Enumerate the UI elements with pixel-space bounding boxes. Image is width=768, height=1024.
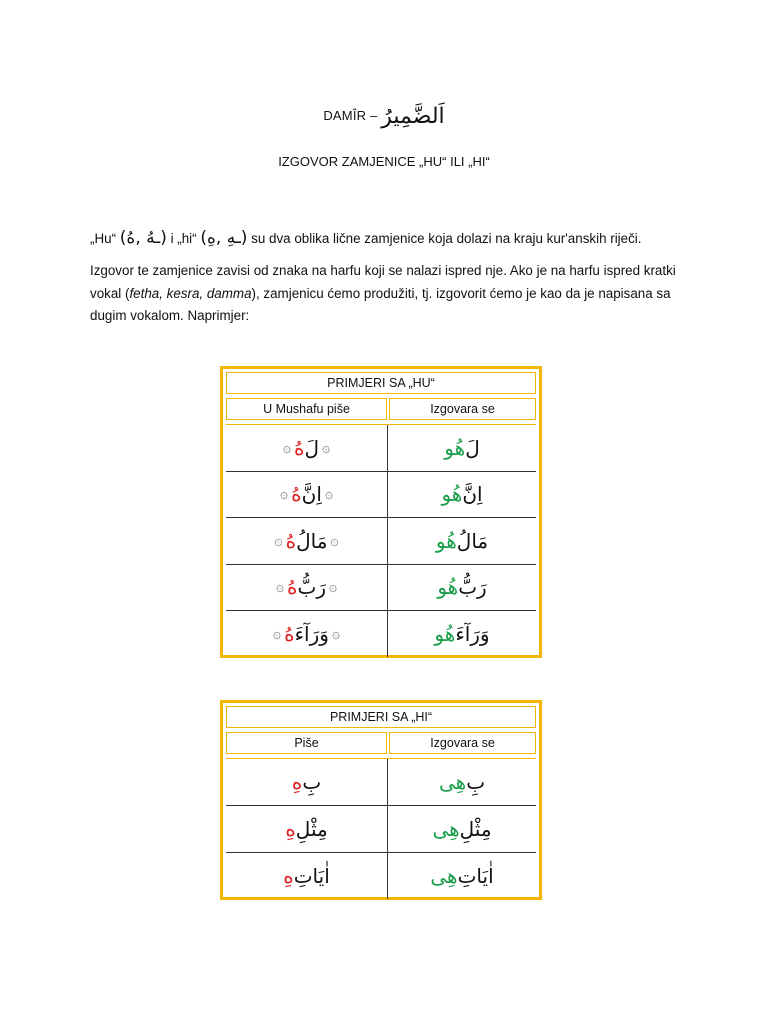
table-row	[226, 852, 536, 899]
spoken-cell: رَبُّ هُو	[437, 575, 487, 599]
spoken-cell: اِنَّ هُو	[441, 482, 483, 506]
title-latin: DAMÎR –	[323, 108, 382, 123]
table-hu	[220, 366, 542, 658]
written-cell: ۞ رَبُّ هُ ۞	[275, 575, 338, 599]
table-row	[226, 610, 536, 657]
page-subtitle: IZGOVOR ZAMJENICE „HU“ ILI „HI“	[278, 154, 490, 169]
spoken-cell: مِثْلِ هِى	[432, 816, 492, 841]
table-hu-col-written: U Mushafu piše	[226, 398, 387, 420]
intro-text-3: su dva oblika lične zamjenice koja dolazi na kraju kur'anskih riječi.	[247, 231, 642, 246]
table-row	[226, 564, 536, 611]
spoken-cell: اٰيَاتِ هِى	[430, 863, 494, 888]
ornament-icon: ۞	[274, 532, 283, 549]
written-cell: اٰيَاتِ هِ	[283, 863, 330, 888]
written-cell: بِ هِ	[291, 770, 322, 794]
hu-forms: (ـهُ ,هُ)	[119, 228, 167, 248]
spoken-cell: لَ هُو	[444, 436, 480, 460]
table-hi-col-spoken: Izgovara se	[389, 732, 536, 754]
table-row	[226, 471, 536, 518]
intro-paragraph	[90, 226, 690, 251]
spoken-cell: مَالُ هُو	[435, 528, 489, 553]
ornament-icon: ۞	[282, 440, 291, 456]
ornament-icon: ۞	[275, 579, 285, 595]
hi-forms: (ـهِ ,هِ)	[200, 228, 248, 248]
table-hu-col-spoken: Izgovara se	[389, 398, 536, 420]
intro-text-1: „Hu“	[90, 231, 120, 246]
ornament-icon: ۞	[331, 625, 341, 642]
page-title	[0, 104, 768, 129]
table-hi	[220, 700, 542, 900]
written-cell: ۞ لَ هُ ۞	[282, 436, 331, 460]
table-row	[226, 425, 536, 472]
spoken-cell: بِ هِى	[438, 770, 486, 794]
table-row	[226, 759, 536, 806]
table-hi-body	[226, 758, 536, 899]
written-cell: ۞ مَالُ هُ ۞	[274, 528, 339, 553]
written-cell: ۞ اِنَّ هُ ۞	[279, 482, 334, 506]
ornament-icon: ۞	[329, 579, 338, 595]
spoken-cell: وَرَآءَ هُو	[434, 621, 490, 646]
table-hi-col-written: Piše	[226, 732, 387, 754]
table-row	[226, 805, 536, 853]
written-cell: ۞ وَرَآءَ هُ ۞	[272, 621, 341, 646]
table-hu-body	[226, 424, 536, 657]
ornament-icon: ۞	[322, 440, 331, 456]
title-arabic: اَلضَّمِيرُ	[381, 104, 445, 129]
table-hu-title: PRIMJERI SA „HU“	[226, 372, 536, 394]
ornament-icon: ۞	[324, 486, 334, 502]
ornament-icon: ۞	[272, 625, 282, 642]
table-hi-title: PRIMJERI SA „HI“	[226, 706, 536, 728]
intro-text-2: i „hi“	[166, 231, 201, 246]
ornament-icon: ۞	[279, 486, 289, 502]
explanation-text-1: Izgovor te zamjenice zavisi od znaka na harfu koji se nalazi ispred nje. Ako je na harfu ispred kratki vokal (	[90, 263, 676, 301]
explanation-paragraph	[90, 260, 680, 328]
written-cell: مِثْلِ هِ	[285, 816, 328, 841]
explanation-text-2: ), zamjenicu ćemo produžiti, tj. izgovorit ćemo je kao da je napisana sa dugim vokalom. Naprimjer:	[90, 285, 671, 323]
explanation-vowels: fetha, kesra, damma	[129, 285, 252, 301]
ornament-icon: ۞	[330, 532, 339, 549]
table-row	[226, 517, 536, 565]
